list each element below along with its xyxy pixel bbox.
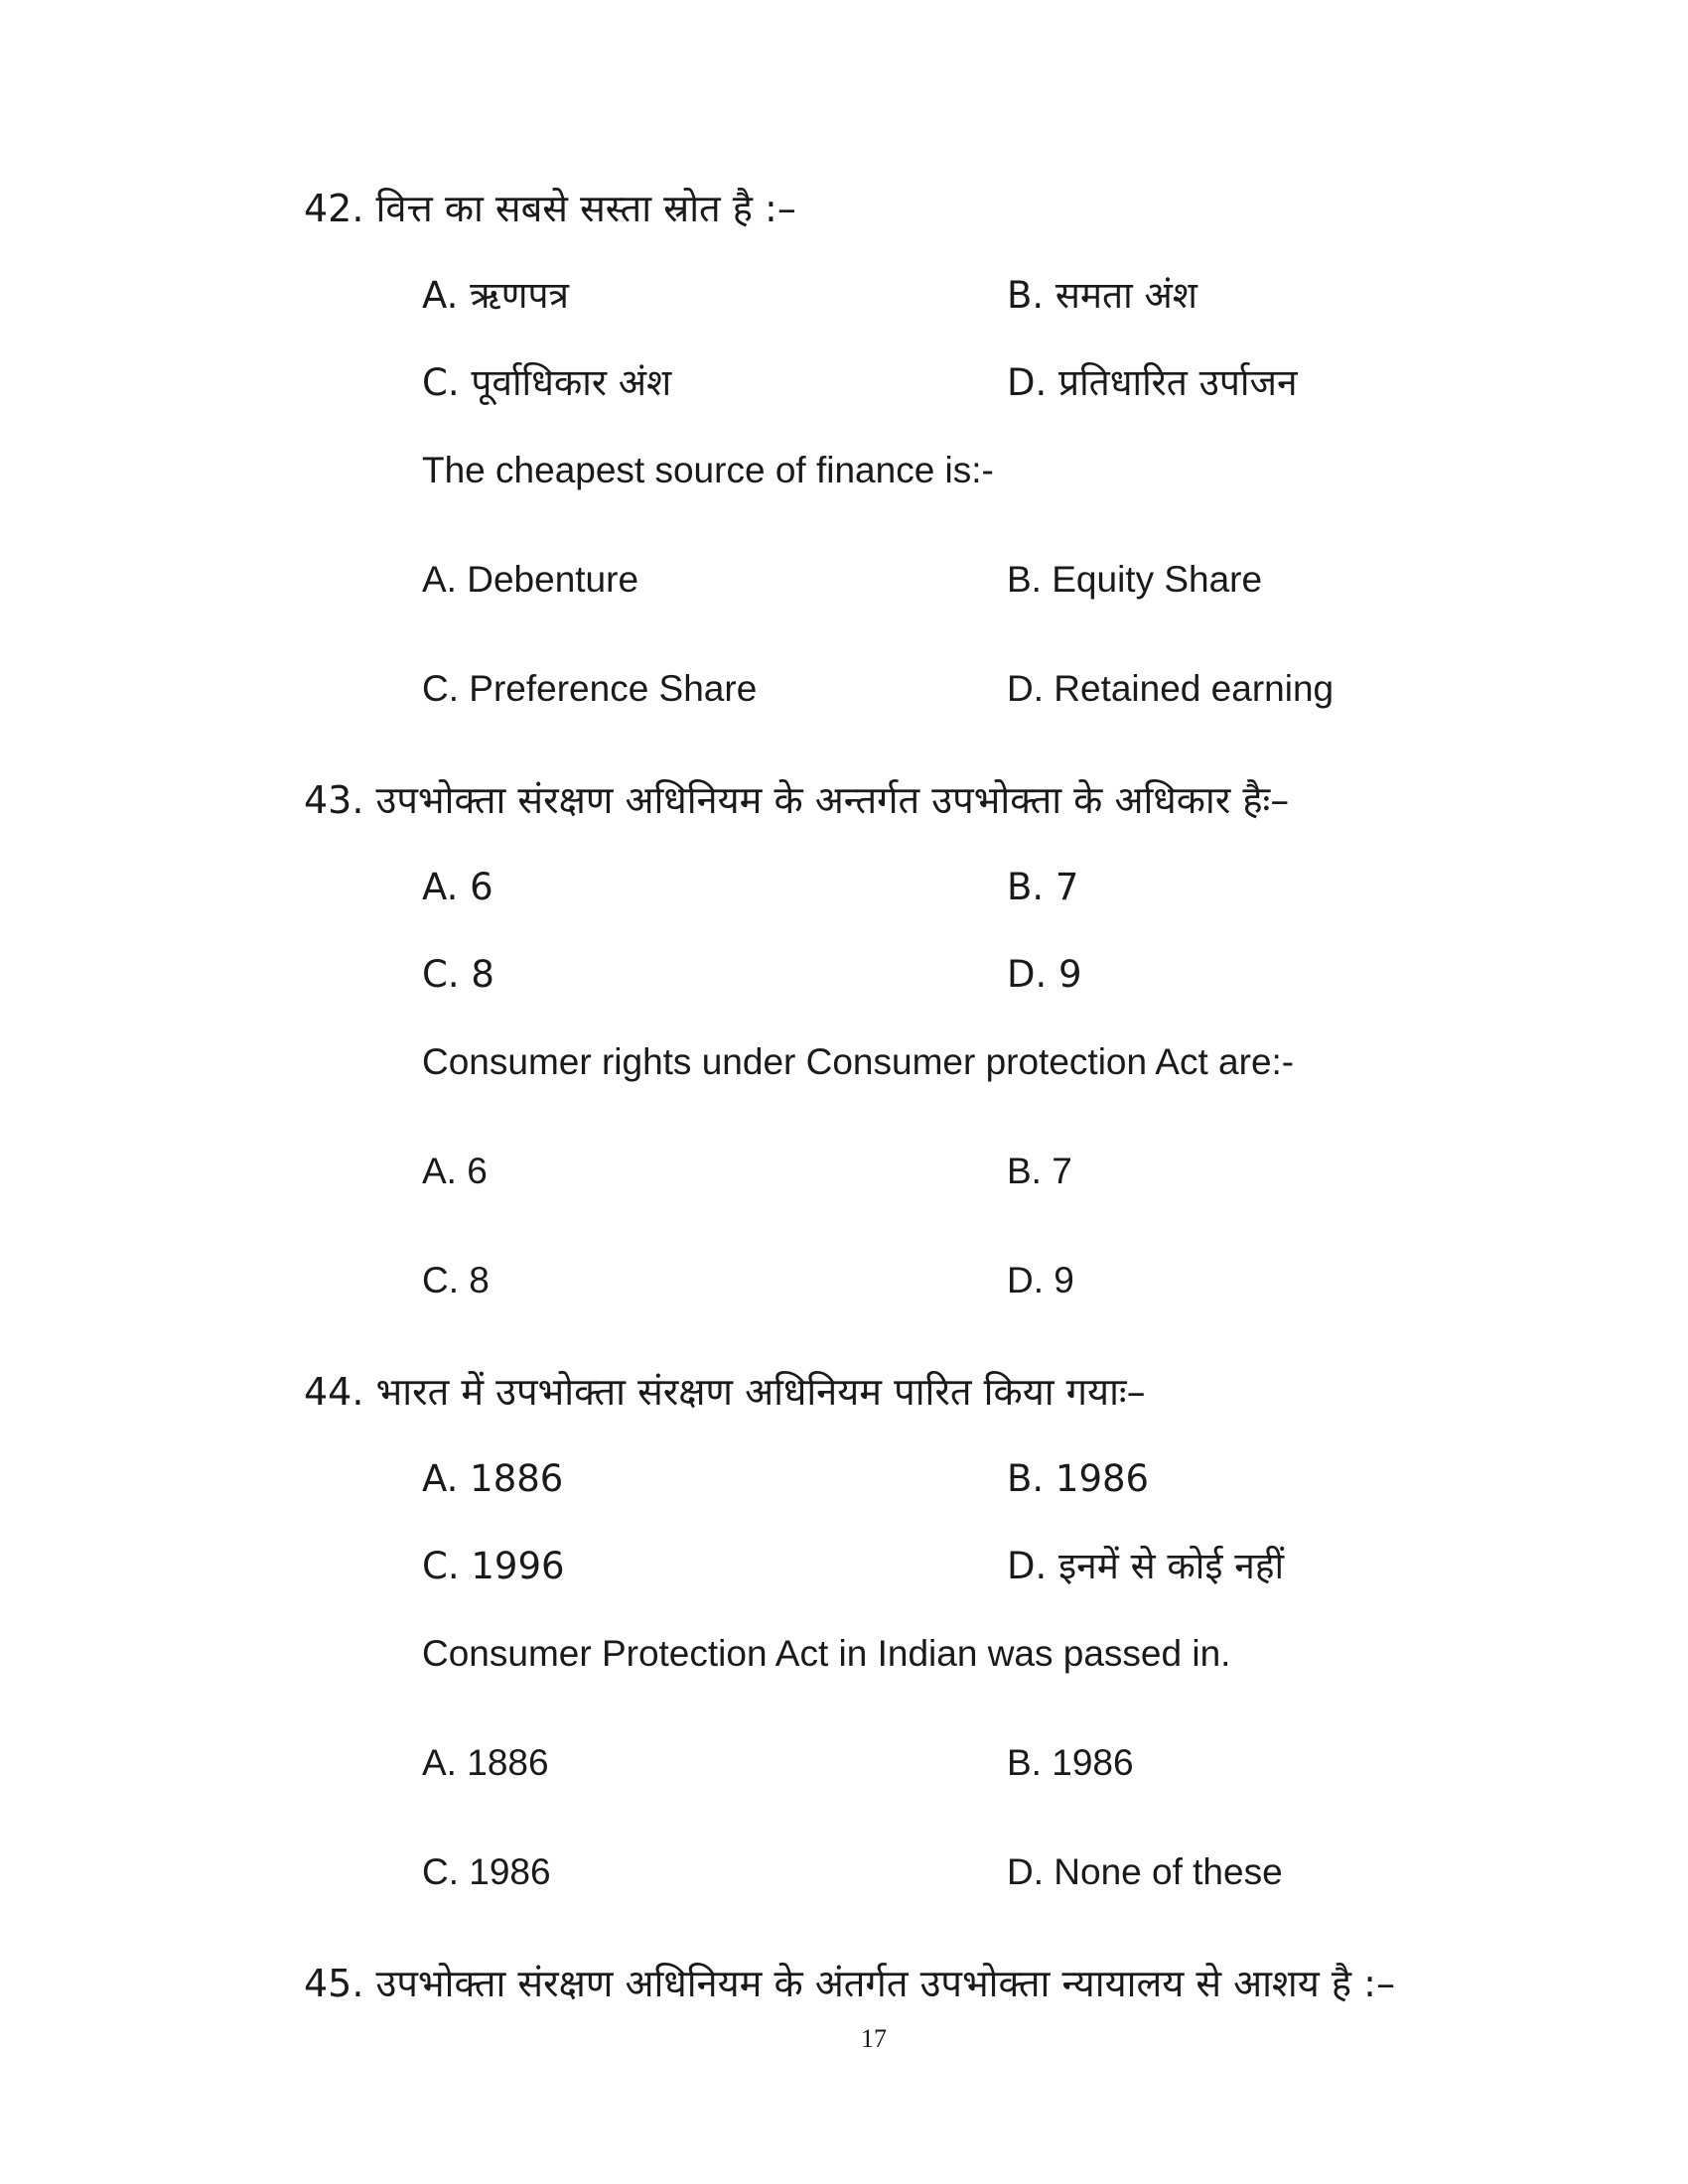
q44-english-option-b: B. 1986 — [1007, 1742, 1134, 1783]
question-43-hindi: 43. उपभोक्ता संरक्षण अधिनियम के अन्तर्गत उपभोक्ता के अधिकार हैः– — [304, 778, 1290, 822]
q44-hindi-option-b: B. 1986 — [1007, 1457, 1150, 1500]
q42-hindi-option-c: C. पूर्वाधिकार अंश — [422, 361, 672, 404]
q42-english-option-d: D. Retained earning — [1007, 668, 1335, 709]
q44-english-option-a: A. 1886 — [422, 1742, 549, 1783]
question-44-english: Consumer Protection Act in Indian was passed in. — [422, 1633, 1231, 1674]
q42-hindi-option-a: A. ऋणपत्र — [422, 274, 569, 317]
q42-english-option-c: C. Preference Share — [422, 668, 758, 709]
q43-english-option-c: C. 8 — [422, 1260, 490, 1300]
question-42-hindi: 42. वित्त का सबसे सस्ता स्रोत है :– — [304, 187, 796, 230]
question-43-english: Consumer rights under Consumer protection Act are:- — [422, 1041, 1295, 1082]
question-44-hindi: 44. भारत में उपभोक्ता संरक्षण अधिनियम पारित किया गयाः– — [304, 1370, 1146, 1414]
q42-hindi-option-b: B. समता अंश — [1007, 274, 1197, 317]
q42-hindi-option-d: D. प्रतिधारित उर्पाजन — [1007, 361, 1298, 404]
q42-english-option-a: A. Debenture — [422, 559, 639, 600]
q43-english-option-b: B. 7 — [1007, 1151, 1072, 1191]
q44-hindi-option-a: A. 1886 — [422, 1457, 564, 1500]
q43-hindi-option-d: D. 9 — [1007, 953, 1082, 996]
q44-english-option-c: C. 1986 — [422, 1851, 551, 1892]
q44-hindi-option-c: C. 1996 — [422, 1545, 565, 1587]
q43-hindi-option-c: C. 8 — [422, 953, 494, 996]
q43-english-option-d: D. 9 — [1007, 1260, 1074, 1300]
q43-hindi-option-a: A. 6 — [422, 866, 493, 908]
question-42-english: The cheapest source of finance is:- — [422, 450, 994, 490]
q44-hindi-option-d: D. इनमें से कोई नहीं — [1007, 1545, 1285, 1587]
page-number: 17 — [861, 2024, 887, 2053]
question-45-hindi: 45. उपभोक्ता संरक्षण अधिनियम के अंतर्गत उपभोक्ता न्यायालय से आशय है :– — [304, 1962, 1395, 2005]
q43-hindi-option-b: B. 7 — [1007, 866, 1079, 908]
q42-english-option-b: B. Equity Share — [1007, 559, 1263, 600]
q44-english-option-d: D. None of these — [1007, 1851, 1283, 1892]
q43-english-option-a: A. 6 — [422, 1151, 488, 1191]
